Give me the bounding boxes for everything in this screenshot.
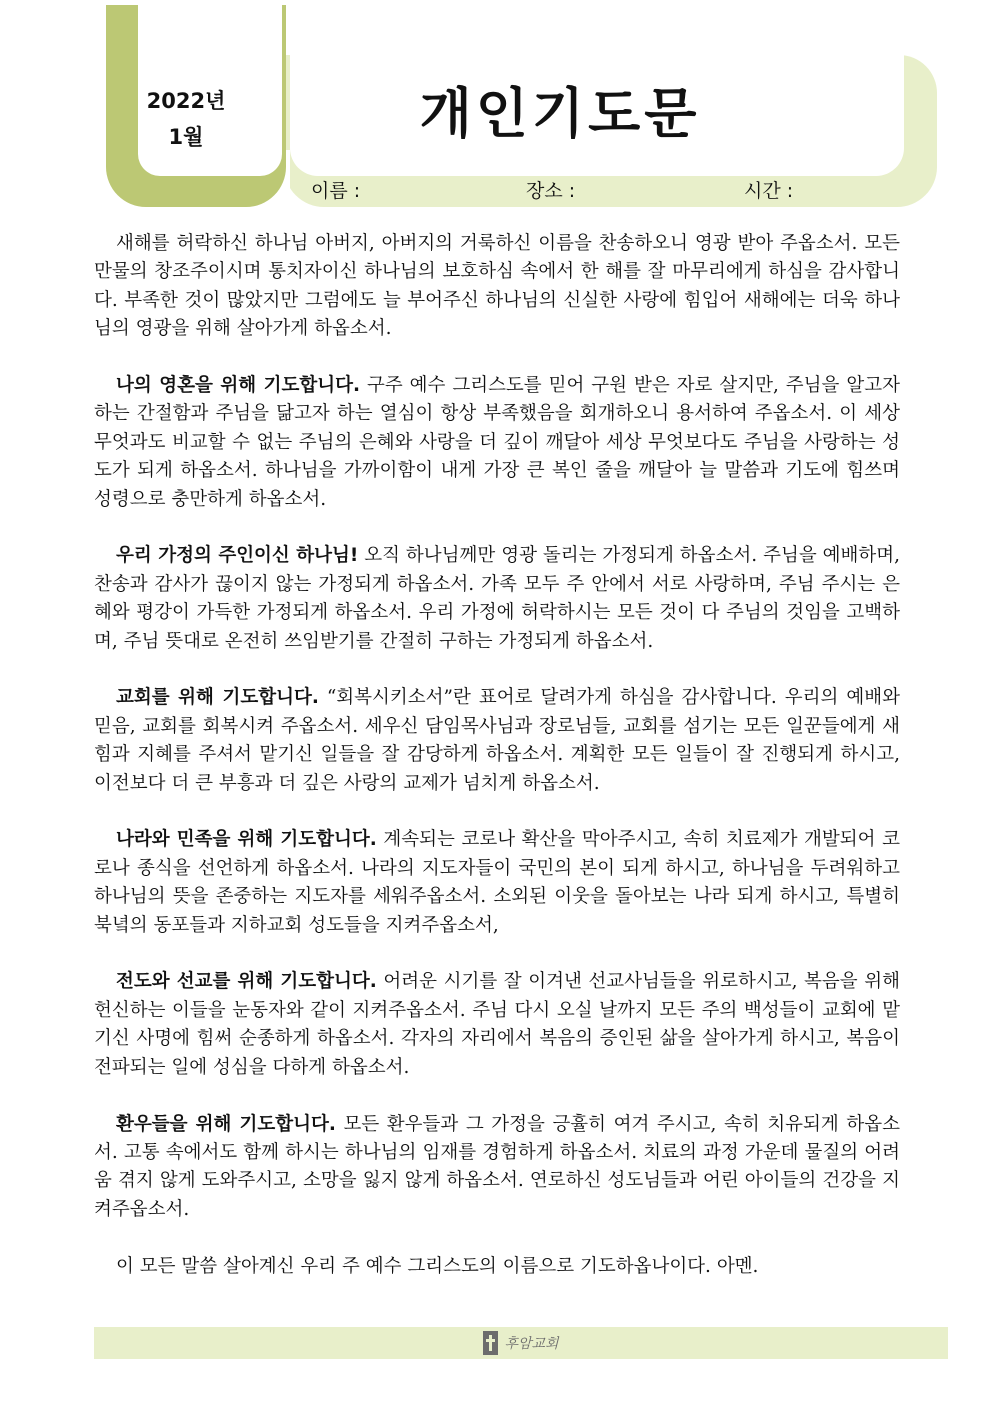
paragraph-text: 이 모든 말씀 살아계신 우리 주 예수 그리스도의 이름으로 기도하옵나이다. 아멘. xyxy=(116,1255,759,1277)
place-field-label: 장소 : xyxy=(526,180,576,202)
paragraph-heading: 우리 가정의 주인이신 하나님! xyxy=(116,545,359,567)
paragraph-heading: 전도와 선교를 위해 기도합니다. xyxy=(116,971,377,993)
page-title: 개인기도문 xyxy=(419,82,701,145)
paragraph-heading: 나의 영혼을 위해 기도합니다. xyxy=(116,375,360,397)
header-month: 1월 xyxy=(168,125,204,149)
paragraph-text: 오직 하나님께만 영광 돌리는 가정되게 하옵소서. 주님을 예배하며, 찬송과 감사가 끊이지 않는 가정되게 하옵소서. 가족 모두 주 안에서 서로 사랑하며, 주님 주시는 은혜와 평강이 가득한 가정되게 하옵소서. 우리 가정에 허락하시는 모든 것이 다 주님의 것임을 고백하며, 주님 뜻대로 온전히 쓰임받기를 간절히 구하는 가정되게 하옵소서. xyxy=(94,545,900,652)
paragraph-closing xyxy=(94,1253,900,1281)
prayer-body xyxy=(94,230,900,1309)
paragraph-soul xyxy=(94,372,900,514)
paragraph-nation xyxy=(94,826,900,940)
paragraph-opening xyxy=(94,230,900,344)
church-door-cross-icon xyxy=(483,1331,498,1355)
paragraph-text: 계속되는 코로나 확산을 막아주시고, 속히 치료제가 개발되어 코로나 종식을 선언하게 하옵소서. 나라의 지도자들이 국민의 본이 되게 하시고, 하나님을 두려워하고 하나님의 뜻을 존중하는 지도자를 세워주옵소서. 소외된 이웃을 돌아보는 나라 되게 하시고, 특별히 북녘의 동포들과 지하교회 성도들을 지켜주옵소서, xyxy=(94,829,900,936)
paragraph-text: 구주 예수 그리스도를 믿어 구원 받은 자로 살지만, 주님을 알고자 하는 간절함과 주님을 닮고자 하는 열심이 항상 부족했음을 회개하오니 용서하여 주옵소서. 이 세상 무엇과도 비교할 수 없는 주님의 은혜와 사랑을 더 깊이 깨달아 세상 무엇보다도 주님을 사랑하는 성도가 되게 하옵소서. 하나님을 가까이함이 내게 가장 큰 복인 줄을 깨달아 늘 말씀과 기도에 힘쓰며 성령으로 충만하게 하옵소서. xyxy=(94,375,900,510)
paragraph-mission xyxy=(94,968,900,1082)
paragraph-heading: 나라와 민족을 위해 기도합니다. xyxy=(116,829,377,851)
paragraph-heading: 교회를 위해 기도합니다. xyxy=(116,687,319,709)
paragraph-church xyxy=(94,684,900,798)
name-field-label: 이름 : xyxy=(311,180,361,202)
paragraph-family xyxy=(94,542,900,656)
footer-bar xyxy=(94,1327,948,1359)
header-year: 2022년 xyxy=(146,89,226,113)
paragraph-patients xyxy=(94,1111,900,1225)
paragraph-text: 새해를 허락하신 하나님 아버지, 아버지의 거룩하신 이름을 찬송하오니 영광 받아 주옵소서. 모든 만물의 창조주이시며 통치자이신 하나님의 보호하심 속에서 한 해를 잘 마무리에게 하심을 감사합니다. 부족한 것이 많았지만 그럼에도 늘 부어주신 하나님의 신실한 사랑에 힘입어 새해에는 더욱 하나님의 영광을 위해 살아가게 하옵소서. xyxy=(94,233,900,340)
paragraph-heading: 환우들을 위해 기도합니다. xyxy=(116,1113,336,1135)
paragraph-text: 모든 환우들과 그 가정을 긍휼히 여겨 주시고, 속히 치유되게 하옵소서. 고통 속에서도 함께 하시는 하나님의 임재를 경험하게 하옵소서. 치료의 과정 가운데 물질의 어려움 겪지 않게 도와주시고, 소망을 잃지 않게 하옵소서. 연로하신 성도님들과 어린 아이들의 건강을 지켜주옵소서. xyxy=(94,1113,900,1220)
paragraph-text: 어려운 시기를 잘 이겨낸 선교사님들을 위로하시고, 복음을 위해 헌신하는 이들을 눈동자와 같이 지켜주옵소서. 주님 다시 오실 날까지 모든 주의 백성들이 교회에 맡기신 사명에 힘써 순종하게 하옵소서. 각자의 자리에서 복음의 증인된 삶을 살아가게 하시고, 복음이 전파되는 일에 성심을 다하게 하옵소서. xyxy=(94,971,900,1078)
paragraph-text: “회복시키소서”란 표어로 달려가게 하심을 감사합니다. 우리의 예배와 믿음, 교회를 회복시켜 주옵소서. 세우신 담임목사님과 장로님들, 교회를 섬기는 모든 일꾼들에게 새 힘과 지혜를 주셔서 맡기신 일들을 잘 감당하게 하옵소서. 계획한 모든 일들이 잘 진행되게 하시고, 이전보다 더 큰 부흥과 더 깊은 사랑의 교제가 넘치게 하옵소서. xyxy=(94,687,901,794)
church-logo-text: 후암교회 xyxy=(504,1336,559,1352)
time-field-label: 시간 : xyxy=(744,180,794,202)
